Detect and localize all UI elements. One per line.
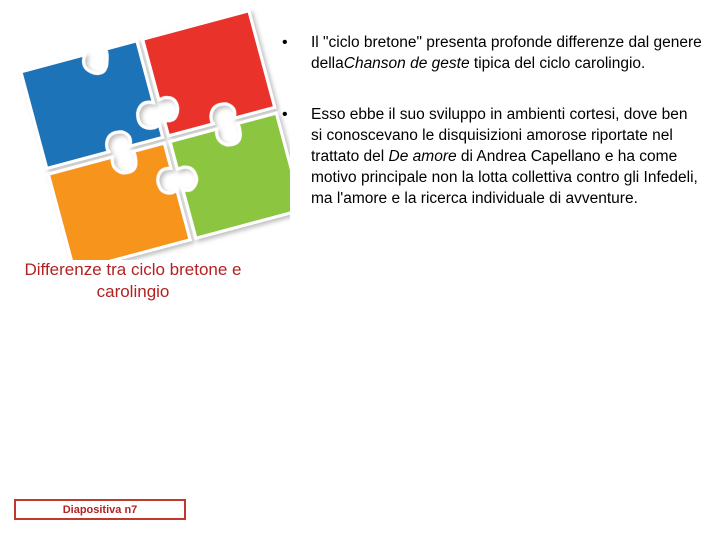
bullet-text-run: tipica del ciclo carolingio. xyxy=(469,55,646,72)
bullet-icon: • xyxy=(282,34,288,51)
bullet-text xyxy=(311,106,698,207)
bullet-item xyxy=(282,32,702,74)
slide-title: Differenze tra ciclo bretone e carolingio xyxy=(24,260,242,301)
bullet-text-run: di Andrea Capellano e ha come motivo principale non la lotta collettiva contro gli Infedeli, ma l'amore e la ricerca individuale di avventure. xyxy=(311,148,698,207)
slide-number-label: Diapositiva n7 xyxy=(62,503,138,516)
bullet-text-run: Il "ciclo bretone" presenta profonde differenze dal genere della xyxy=(311,34,702,72)
bullet-item xyxy=(282,104,702,209)
slide-number-box xyxy=(14,499,186,520)
bullet-text xyxy=(311,34,702,72)
bullet-icon: • xyxy=(282,106,288,123)
puzzle-piece-red xyxy=(143,11,275,136)
bullet-text-italic: De amore xyxy=(388,148,457,165)
bullet-text-italic: Chanson de geste xyxy=(343,55,470,72)
bullet-list xyxy=(282,32,702,209)
bullet-text-run: Esso ebbe il suo sviluppo in ambienti cortesi, dove ben si conoscevano le disquisizioni amorose riportate nel trattato del xyxy=(311,106,688,165)
puzzle-icon xyxy=(0,10,290,260)
puzzle-logo xyxy=(0,10,290,260)
